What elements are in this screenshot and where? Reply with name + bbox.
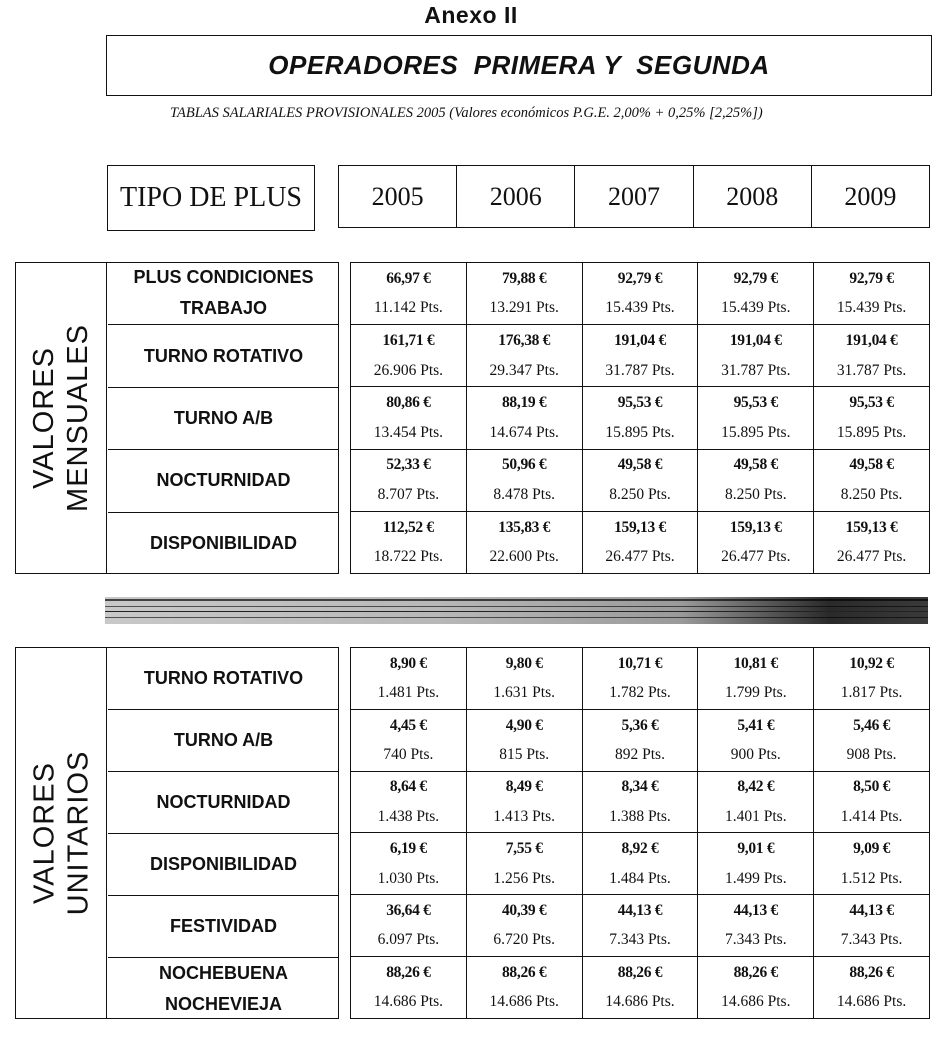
row-label-line1: DISPONIBILIDAD — [149, 532, 297, 553]
euro-value: 191,04 € — [845, 332, 898, 349]
pesetas-value: 31.787 Pts. — [721, 361, 791, 379]
value-cell — [351, 325, 466, 386]
pesetas-value: 1.484 Pts. — [609, 869, 671, 887]
value-cell — [466, 263, 582, 324]
row-label-line1: FESTIVIDAD — [169, 916, 277, 936]
value-cell — [351, 957, 466, 1018]
pesetas-value: 1.481 Pts. — [377, 684, 440, 702]
unitarios-label-line1: VALORES — [28, 762, 60, 904]
pesetas-value: 26.477 Pts. — [605, 548, 675, 566]
row-label — [108, 833, 339, 895]
pesetas-value: 31.787 Pts. — [836, 361, 907, 379]
row-label — [108, 957, 339, 1019]
row-label-line1: NOCHEBUENA — [158, 962, 288, 983]
pesetas-value: 15.895 Pts. — [721, 423, 791, 441]
mensuales-group-label-text — [27, 324, 95, 512]
euro-value: 88,26 € — [617, 963, 663, 981]
pesetas-value: 18.722 Pts. — [373, 548, 444, 566]
table-row — [351, 832, 929, 894]
value-cell — [813, 895, 929, 956]
value-cell — [351, 895, 466, 956]
euro-value: 8,42 € — [737, 778, 775, 796]
euro-value: 6,19 € — [389, 840, 427, 858]
row-label-line2: TRABAJO — [179, 298, 267, 319]
value-cell — [466, 325, 582, 386]
value-cell — [697, 263, 813, 324]
row-label — [108, 771, 339, 833]
euro-value: 135,83 € — [498, 518, 551, 536]
value-cell — [813, 512, 929, 573]
table-row — [351, 324, 929, 386]
value-cell — [466, 387, 582, 448]
year-header-2005: 2005 — [371, 181, 424, 211]
row-label-line1: PLUS CONDICIONES — [133, 267, 314, 288]
pesetas-value: 13.291 Pts. — [489, 299, 559, 317]
euro-value: 44,13 € — [617, 902, 663, 920]
euro-value: 5,46 € — [853, 716, 891, 734]
euro-value: 4,45 € — [389, 716, 427, 734]
pesetas-value: 1.817 Pts. — [840, 684, 903, 702]
euro-value: 112,52 € — [382, 518, 434, 536]
euro-value: 7,55 € — [505, 840, 543, 858]
table-row — [351, 511, 929, 573]
value-cell — [466, 450, 582, 511]
years-header — [338, 165, 930, 228]
value-cell — [697, 895, 813, 956]
pesetas-value: 8.478 Pts. — [493, 486, 555, 503]
euro-value: 10,92 € — [849, 654, 894, 672]
value-cell — [466, 957, 582, 1018]
row-label-line1: TURNO ROTATIVO — [143, 667, 304, 688]
value-cell — [697, 325, 813, 386]
pesetas-value: 815 Pts. — [499, 745, 550, 763]
unitarios-group-label — [15, 647, 107, 1019]
euro-value: 10,81 € — [733, 654, 778, 672]
row-label-line1: TURNO A/B — [173, 730, 274, 750]
pesetas-value: 15.439 Pts. — [721, 299, 791, 317]
value-cell — [351, 772, 466, 833]
value-cell — [697, 450, 813, 511]
euro-value: 176,38 € — [498, 332, 551, 349]
value-cell — [697, 710, 813, 771]
row-label — [108, 512, 339, 574]
euro-value: 44,13 € — [849, 902, 894, 920]
value-cell — [582, 895, 698, 956]
euro-value: 52,33 € — [386, 456, 431, 474]
tipo-de-plus-header: TIPO DE PLUS — [107, 165, 315, 231]
euro-value: 5,36 € — [621, 716, 659, 734]
euro-value: 159,13 € — [845, 518, 898, 536]
value-cell — [466, 895, 582, 956]
row-label-line1: TURNO A/B — [173, 407, 274, 428]
table-row — [351, 956, 929, 1018]
euro-value: 79,88 € — [501, 269, 547, 287]
pesetas-value: 14.686 Pts. — [721, 993, 791, 1011]
pesetas-value: 1.438 Pts. — [377, 807, 440, 825]
value-cell — [582, 833, 698, 894]
pesetas-value: 740 Pts. — [383, 745, 434, 763]
row-label-line1: NOCTURNIDAD — [156, 792, 291, 812]
euro-value: 66,97 € — [386, 269, 431, 287]
pesetas-value: 6.097 Pts. — [377, 931, 440, 949]
value-cell — [813, 957, 929, 1018]
value-cell — [582, 512, 698, 573]
pesetas-value: 1.256 Pts. — [493, 869, 555, 887]
pesetas-value: 14.686 Pts. — [373, 993, 444, 1011]
pesetas-value: 15.439 Pts. — [605, 299, 675, 317]
pesetas-value: 26.477 Pts. — [721, 548, 791, 566]
row-label — [108, 709, 339, 771]
euro-value: 8,64 € — [389, 778, 427, 796]
pesetas-value: 8.707 Pts. — [377, 486, 440, 503]
pesetas-value: 1.413 Pts. — [493, 807, 555, 825]
pesetas-value: 15.895 Pts. — [836, 423, 907, 441]
year-header-2007: 2007 — [574, 166, 692, 227]
euro-value: 10,71 € — [617, 654, 663, 672]
pesetas-value: 908 Pts. — [846, 745, 897, 763]
value-cell — [813, 710, 929, 771]
pesetas-value: 31.787 Pts. — [605, 361, 675, 379]
value-cell — [697, 833, 813, 894]
mensuales-label-line2: MENSUALES — [62, 324, 95, 512]
value-cell — [582, 325, 698, 386]
value-cell — [813, 648, 929, 709]
pesetas-value: 1.030 Pts. — [377, 869, 440, 887]
table-row — [351, 771, 929, 833]
table-row — [351, 709, 929, 771]
value-cell — [466, 512, 582, 573]
euro-value: 8,49 € — [505, 778, 543, 796]
euro-value: 49,58 € — [733, 456, 778, 474]
value-cell — [582, 263, 698, 324]
value-cell — [582, 957, 698, 1018]
page-title: OPERADORES PRIMERA Y SEGUNDA — [268, 50, 770, 80]
pesetas-value: 1.414 Pts. — [840, 807, 903, 825]
value-cell — [813, 387, 929, 448]
value-cell — [813, 263, 929, 324]
euro-value: 92,79 € — [849, 269, 894, 287]
year-header-2009: 2009 — [811, 166, 929, 227]
pesetas-value: 14.686 Pts. — [605, 993, 675, 1011]
euro-value: 80,86 € — [386, 394, 431, 412]
row-label — [108, 387, 339, 449]
value-cell — [697, 957, 813, 1018]
row-label-line1: NOCTURNIDAD — [156, 470, 291, 491]
pesetas-value: 7.343 Pts. — [724, 931, 787, 949]
annex-title: Anexo II — [424, 2, 518, 28]
value-cell — [697, 648, 813, 709]
value-cell — [582, 772, 698, 833]
table-row — [351, 449, 929, 511]
pesetas-value: 1.799 Pts. — [724, 684, 787, 702]
mensuales-label-line1: VALORES — [28, 347, 61, 489]
pesetas-value: 15.439 Pts. — [836, 299, 907, 317]
value-cell — [466, 772, 582, 833]
value-cell — [582, 387, 698, 448]
row-label-line1: DISPONIBILIDAD — [149, 854, 297, 874]
row-label — [108, 895, 339, 957]
euro-value: 9,09 € — [853, 840, 891, 858]
row-label — [108, 324, 339, 386]
pesetas-value: 1.631 Pts. — [493, 684, 555, 702]
value-cell — [351, 648, 466, 709]
unitarios-label-line2: UNITARIOS — [62, 750, 94, 916]
value-cell — [351, 512, 466, 573]
value-cell — [466, 833, 582, 894]
value-cell — [697, 772, 813, 833]
pesetas-value: 8.250 Pts. — [840, 486, 903, 503]
value-cell — [697, 387, 813, 448]
euro-value: 49,58 € — [617, 456, 663, 474]
euro-value: 44,13 € — [733, 902, 778, 920]
pesetas-value: 900 Pts. — [730, 745, 781, 763]
value-cell — [813, 833, 929, 894]
euro-value: 92,79 € — [733, 269, 778, 287]
pesetas-value: 13.454 Pts. — [373, 423, 444, 441]
pesetas-value: 1.512 Pts. — [840, 869, 903, 887]
euro-value: 8,50 € — [853, 778, 891, 796]
row-label — [108, 449, 339, 511]
euro-value: 88,19 € — [501, 394, 547, 412]
row-label-line2: NOCHEVIEJA — [164, 993, 283, 1014]
euro-value: 92,79 € — [617, 269, 663, 287]
value-cell — [351, 263, 466, 324]
table-row — [351, 386, 929, 448]
table-row — [351, 894, 929, 956]
euro-value: 161,71 € — [382, 332, 435, 349]
pesetas-value: 1.388 Pts. — [609, 807, 671, 825]
euro-value: 8,92 € — [621, 840, 659, 858]
pesetas-value: 14.686 Pts. — [489, 993, 559, 1011]
euro-value: 8,34 € — [621, 778, 659, 796]
pesetas-value: 14.674 Pts. — [489, 423, 559, 441]
value-cell — [351, 710, 466, 771]
euro-value: 40,39 € — [501, 902, 547, 920]
pesetas-value: 1.499 Pts. — [724, 869, 787, 887]
euro-value: 159,13 € — [614, 518, 666, 536]
euro-value: 95,53 € — [733, 394, 778, 412]
pesetas-value: 1.782 Pts. — [609, 684, 671, 702]
pesetas-value: 26.477 Pts. — [836, 548, 907, 566]
value-cell — [466, 648, 582, 709]
value-cell — [813, 772, 929, 833]
main-title-box — [106, 35, 932, 96]
pesetas-value: 14.686 Pts. — [836, 993, 907, 1011]
row-label — [108, 647, 339, 709]
euro-value: 49,58 € — [849, 456, 894, 474]
euro-value: 95,53 € — [849, 394, 894, 412]
pesetas-value: 29.347 Pts. — [489, 361, 559, 379]
pesetas-value: 8.250 Pts. — [609, 486, 671, 503]
value-cell — [351, 450, 466, 511]
mensuales-group-label — [15, 262, 107, 574]
value-cell — [466, 710, 582, 771]
euro-value: 4,90 € — [505, 716, 543, 734]
table-row — [351, 648, 929, 709]
euro-value: 36,64 € — [386, 902, 431, 920]
year-header-2006: 2006 — [456, 166, 574, 227]
value-cell — [813, 450, 929, 511]
euro-value: 191,04 € — [614, 332, 666, 349]
value-cell — [697, 512, 813, 573]
pesetas-value: 6.720 Pts. — [493, 931, 555, 949]
pesetas-value: 7.343 Pts. — [840, 931, 903, 949]
subtitle: TABLAS SALARIALES PROVISIONALES 2005 (Valores económicos P.G.E. 2,00% + 0,25% [2,25%]) — [170, 105, 763, 121]
euro-value: 191,04 € — [729, 332, 782, 349]
unitarios-values-grid — [350, 647, 930, 1019]
pesetas-value: 22.600 Pts. — [489, 548, 559, 566]
row-label — [108, 262, 339, 324]
row-label-line1: TURNO ROTATIVO — [143, 345, 304, 366]
euro-value: 88,26 € — [386, 963, 431, 981]
euro-value: 159,13 € — [729, 518, 782, 536]
pesetas-value: 11.142 Pts. — [374, 299, 443, 317]
mensuales-values-grid — [350, 262, 930, 574]
unitarios-group-label-text — [27, 751, 95, 916]
euro-value: 88,26 € — [501, 963, 547, 981]
euro-value: 88,26 € — [733, 963, 778, 981]
euro-value: 88,26 € — [849, 963, 894, 981]
euro-value: 8,90 € — [389, 654, 427, 672]
euro-value: 9,01 € — [737, 840, 775, 858]
pesetas-value: 26.906 Pts. — [373, 361, 444, 379]
value-cell — [351, 833, 466, 894]
pesetas-value: 1.401 Pts. — [724, 807, 787, 825]
separator-line — [105, 611, 928, 612]
pesetas-value: 892 Pts. — [615, 745, 665, 763]
value-cell — [582, 710, 698, 771]
value-cell — [351, 387, 466, 448]
euro-value: 5,41 € — [737, 716, 775, 734]
euro-value: 9,80 € — [505, 654, 543, 672]
pesetas-value: 15.895 Pts. — [605, 423, 675, 441]
pesetas-value: 7.343 Pts. — [609, 931, 671, 949]
year-header-2008: 2008 — [693, 166, 811, 227]
value-cell — [582, 648, 698, 709]
table-row — [351, 263, 929, 324]
value-cell — [813, 325, 929, 386]
euro-value: 50,96 € — [501, 456, 547, 474]
pesetas-value: 8.250 Pts. — [724, 486, 787, 503]
value-cell — [582, 450, 698, 511]
euro-value: 95,53 € — [617, 394, 663, 412]
